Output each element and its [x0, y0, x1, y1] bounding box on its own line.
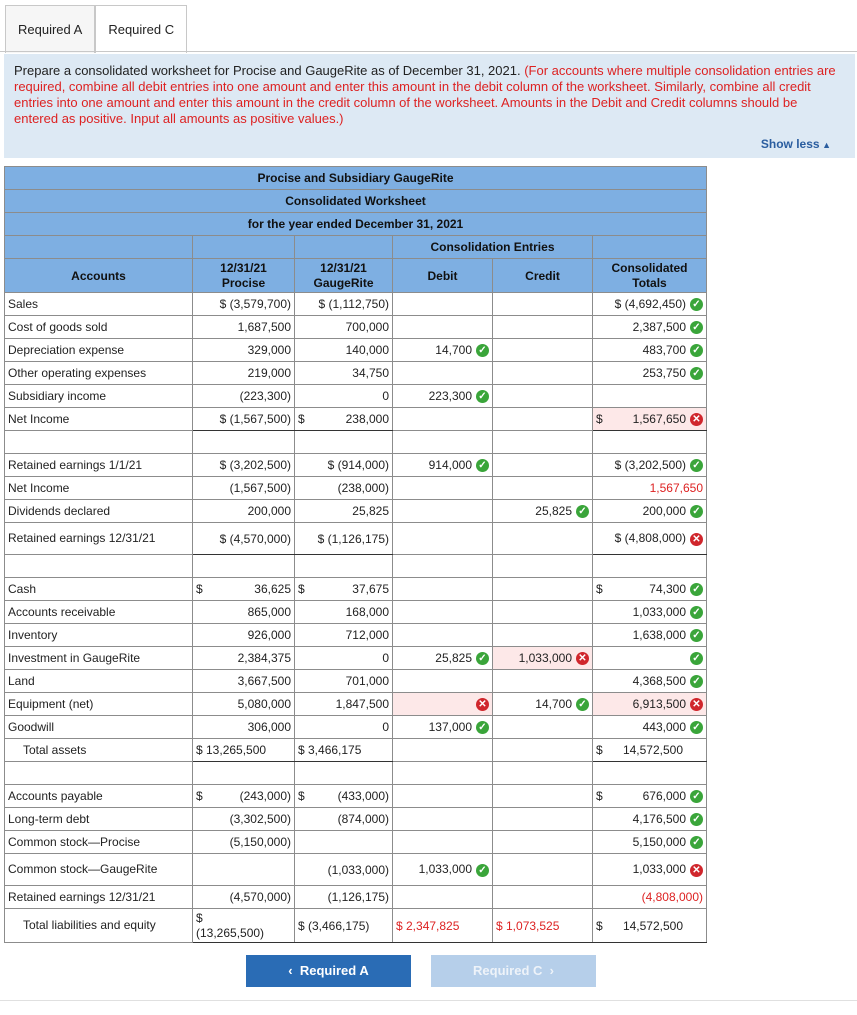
credit-input[interactable]: 1,033,000 ✕ — [493, 647, 593, 670]
error-icon: ✕ — [576, 652, 589, 665]
totals-input[interactable]: 253,750 ✓ — [593, 362, 707, 385]
consolidation-worksheet — [4, 166, 707, 943]
prev-button[interactable]: ‹ Required A — [246, 955, 411, 987]
instructions-note: (For accounts where multiple consolidation entries are required, combine all debit entries into one amount and enter this amount in the debit column of the worksheet. Similarly, combine all credit entries into one amount and enter this amount in the credit column of the worksheet. Amounts in the Debit and Credit columns should be entered as positive. Input all amounts as positive values.) — [14, 63, 836, 126]
totals-input[interactable]: 1,638,000 ✓ — [593, 624, 707, 647]
table-row: Total assets $ 13,265,500 $ 3,466,175 $ 14,572,500 — [5, 739, 707, 762]
table-row: Subsidiary income (223,300) 0 223,300 ✓ — [5, 385, 707, 408]
credit-input[interactable] — [493, 477, 593, 500]
check-icon: ✓ — [690, 367, 703, 380]
debit-input[interactable]: 14,700 ✓ — [393, 339, 493, 362]
debit-input[interactable] — [393, 624, 493, 647]
credit-input[interactable] — [493, 293, 593, 316]
debit-input[interactable] — [393, 808, 493, 831]
credit-input[interactable]: 14,700 ✓ — [493, 693, 593, 716]
table-row: Investment in GaugeRite 2,384,375 0 25,825 ✓ 1,033,000 ✕ ✓ — [5, 647, 707, 670]
debit-input[interactable] — [393, 670, 493, 693]
totals-input[interactable]: $ (4,692,450) ✓ — [593, 293, 707, 316]
credit-input[interactable] — [493, 408, 593, 431]
check-icon: ✓ — [576, 505, 589, 518]
check-icon: ✓ — [690, 606, 703, 619]
table-row: Common stock—Procise (5,150,000) 5,150,000 ✓ — [5, 831, 707, 854]
totals-input[interactable] — [593, 385, 707, 408]
table-row: Accounts receivable 865,000 168,000 1,033,000 ✓ — [5, 601, 707, 624]
chevron-left-icon: ‹ — [288, 963, 300, 978]
credit-input[interactable] — [493, 339, 593, 362]
debit-input[interactable] — [393, 362, 493, 385]
debit-input[interactable] — [393, 477, 493, 500]
table-row: Equipment (net) 5,080,000 1,847,500 ✕ 14,700 ✓ 6,913,500 ✕ — [5, 693, 707, 716]
debit-input[interactable]: 223,300 ✓ — [393, 385, 493, 408]
check-icon: ✓ — [476, 652, 489, 665]
consolidation-entries-header: Consolidation Entries — [393, 236, 593, 259]
credit-input[interactable] — [493, 670, 593, 693]
totals-input[interactable]: 1,033,000 ✕ — [593, 854, 707, 886]
credit-input[interactable] — [493, 578, 593, 601]
chevron-right-icon: › — [542, 963, 554, 978]
instructions-text: Prepare a consolidated worksheet for Procise and GaugeRite as of December 31, 2021. — [14, 63, 521, 78]
totals-input[interactable] — [593, 647, 707, 670]
debit-input[interactable] — [393, 316, 493, 339]
tab-bar — [5, 5, 187, 52]
check-icon: ✓ — [690, 298, 703, 311]
next-button[interactable]: Required C › — [431, 955, 596, 987]
debit-input[interactable] — [393, 578, 493, 601]
worksheet-title: Procise and Subsidiary GaugeRite — [5, 167, 707, 190]
error-icon: ✕ — [476, 698, 489, 711]
debit-input[interactable]: 25,825 ✓ — [393, 647, 493, 670]
check-icon: ✓ — [690, 459, 703, 472]
credit-input[interactable] — [493, 624, 593, 647]
debit-input[interactable] — [393, 886, 493, 909]
table-row: Retained earnings 1/1/21 $ (3,202,500) $ (914,000) 914,000 ✓ $ (3,202,500) ✓ — [5, 454, 707, 477]
tab-divider — [0, 51, 857, 52]
procise-header: 12/31/21 Procise — [193, 259, 295, 293]
debit-input[interactable] — [393, 293, 493, 316]
debit-input[interactable]: 1,033,000 ✓ — [393, 854, 493, 886]
totals-input[interactable]: $ 14,572,500 — [593, 739, 707, 762]
credit-input[interactable] — [493, 362, 593, 385]
check-icon: ✓ — [476, 344, 489, 357]
check-icon: ✓ — [576, 698, 589, 711]
table-row: Cash $ 36,625 $ 37,675 $ 74,300 ✓ — [5, 578, 707, 601]
tab-required-a[interactable]: Required A — [5, 5, 95, 53]
check-icon: ✓ — [476, 459, 489, 472]
error-icon: ✕ — [690, 413, 703, 426]
credit-input[interactable] — [493, 854, 593, 886]
worksheet-subtitle: Consolidated Worksheet — [5, 190, 707, 213]
check-icon: ✓ — [690, 505, 703, 518]
footer-divider — [0, 1000, 857, 1001]
credit-input[interactable] — [493, 808, 593, 831]
credit-input[interactable] — [493, 886, 593, 909]
totals-input[interactable]: 2,387,500 ✓ — [593, 316, 707, 339]
debit-input[interactable] — [393, 831, 493, 854]
totals-input[interactable]: 443,000 ✓ — [593, 716, 707, 739]
totals-input[interactable]: $ 1,567,650 ✕ — [593, 408, 707, 431]
credit-input[interactable] — [493, 523, 593, 555]
totals-input[interactable]: $ (4,808,000) ✕ — [593, 523, 707, 555]
credit-header: Credit — [493, 259, 593, 293]
check-icon: ✓ — [690, 629, 703, 642]
totals-input[interactable]: $ 14,572,500 — [593, 909, 707, 943]
totals-input[interactable]: $ 74,300 ✓ — [593, 578, 707, 601]
error-icon: ✕ — [690, 864, 703, 877]
gaugerite-header: 12/31/21 GaugeRite — [295, 259, 393, 293]
table-row: Land 3,667,500 701,000 4,368,500 ✓ — [5, 670, 707, 693]
table-row: Other operating expenses 219,000 34,750 253,750 ✓ — [5, 362, 707, 385]
credit-input[interactable] — [493, 739, 593, 762]
credit-input[interactable]: 25,825 ✓ — [493, 500, 593, 523]
error-icon: ✕ — [690, 533, 703, 546]
check-icon: ✓ — [690, 344, 703, 357]
check-icon: ✓ — [690, 790, 703, 803]
check-icon: ✓ — [690, 721, 703, 734]
table-row: Total liabilities and equity $ (13,265,500) $ (3,466,175) $ 2,347,825 $ 1,073,525 $ 14,572,500 — [5, 909, 707, 943]
check-icon: ✓ — [476, 390, 489, 403]
credit-input[interactable] — [493, 831, 593, 854]
totals-input[interactable]: 200,000 ✓ — [593, 500, 707, 523]
totals-input[interactable]: 1,033,000 ✓ — [593, 601, 707, 624]
table-row: Sales $ (3,579,700) $ (1,112,750) $ (4,692,450) ✓ — [5, 293, 707, 316]
accounts-header: Accounts — [5, 259, 193, 293]
table-row: Cost of goods sold 1,687,500 700,000 2,387,500 ✓ — [5, 316, 707, 339]
totals-input[interactable]: 483,700 ✓ — [593, 339, 707, 362]
credit-input[interactable] — [493, 316, 593, 339]
table-row: Long-term debt (3,302,500) (874,000) 4,176,500 ✓ — [5, 808, 707, 831]
table-row: Goodwill 306,000 0 137,000 ✓ 443,000 ✓ — [5, 716, 707, 739]
debit-input[interactable] — [393, 785, 493, 808]
table-row: Inventory 926,000 712,000 1,638,000 ✓ — [5, 624, 707, 647]
debit-input[interactable]: 137,000 ✓ — [393, 716, 493, 739]
debit-header: Debit — [393, 259, 493, 293]
credit-input[interactable] — [493, 716, 593, 739]
table-row: Retained earnings 12/31/21 $ (4,570,000) $ (1,126,175) $ (4,808,000) ✕ — [5, 523, 707, 555]
table-row: Net Income $ (1,567,500) $ 238,000 $ 1,567,650 ✕ — [5, 408, 707, 431]
totals-input[interactable]: $ 676,000 ✓ — [593, 785, 707, 808]
instructions-panel — [4, 54, 855, 158]
debit-input[interactable] — [393, 500, 493, 523]
table-row: Net Income (1,567,500) (238,000) 1,567,650 — [5, 477, 707, 500]
check-icon: ✓ — [476, 864, 489, 877]
check-icon: ✓ — [690, 321, 703, 334]
table-row: Depreciation expense 329,000 140,000 14,700 ✓ 483,700 ✓ — [5, 339, 707, 362]
totals-input[interactable]: 4,368,500 ✓ — [593, 670, 707, 693]
credit-input[interactable] — [493, 385, 593, 408]
caret-up-icon: ▲ — [819, 140, 831, 150]
check-icon: ✓ — [690, 652, 703, 665]
debit-input[interactable] — [393, 523, 493, 555]
show-less-link[interactable]: Show less ▲ — [760, 137, 831, 151]
check-icon: ✓ — [476, 721, 489, 734]
check-icon: ✓ — [690, 836, 703, 849]
totals-input[interactable]: $ (3,202,500) ✓ — [593, 454, 707, 477]
debit-input[interactable] — [393, 601, 493, 624]
worksheet-period: for the year ended December 31, 2021 — [5, 213, 707, 236]
tab-required-c[interactable]: Required C — [95, 5, 187, 53]
totals-header: Consolidated Totals — [593, 259, 707, 293]
totals-input[interactable]: 5,150,000 ✓ — [593, 831, 707, 854]
debit-input[interactable]: 914,000 ✓ — [393, 454, 493, 477]
debit-input[interactable] — [393, 739, 493, 762]
table-row: Retained earnings 12/31/21 (4,570,000) (1,126,175) (4,808,000) — [5, 886, 707, 909]
credit-input[interactable] — [493, 785, 593, 808]
table-row: Accounts payable $ (243,000) $ (433,000) $ 676,000 ✓ — [5, 785, 707, 808]
check-icon: ✓ — [690, 583, 703, 596]
error-icon: ✕ — [690, 698, 703, 711]
totals-input[interactable]: 6,913,500 ✕ — [593, 693, 707, 716]
table-row: Dividends declared 200,000 25,825 25,825 ✓ 200,000 ✓ — [5, 500, 707, 523]
totals-input[interactable]: 4,176,500 ✓ — [593, 808, 707, 831]
credit-input[interactable] — [493, 601, 593, 624]
table-row: Common stock—GaugeRite (1,033,000) 1,033,000 ✓ 1,033,000 ✕ — [5, 854, 707, 886]
credit-input[interactable] — [493, 454, 593, 477]
debit-input[interactable] — [393, 408, 493, 431]
debit-input[interactable] — [393, 693, 493, 716]
check-icon: ✓ — [690, 813, 703, 826]
check-icon: ✓ — [690, 675, 703, 688]
